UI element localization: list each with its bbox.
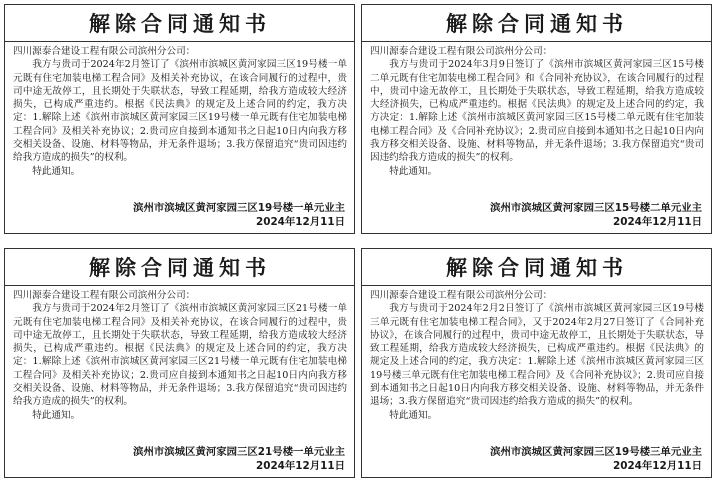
notice-addressee: 四川源泰合建设工程有限公司滨州分公司： (13, 46, 196, 57)
notice-signer: 滨州市滨城区黄河家园三区15号楼二单元业主 (490, 202, 702, 214)
notice-body: 我方与贵司于2024年2月签订了《滨州市滨城区黄河家园三区19号楼一单元既有住宅加装电梯工程合同》及相关补充协议，在该合同履行的过程中，贵司中途无故停工，且长期处于失联状态，导致工程延期，给我方造成较大经济损失，已构成严重违约。根据《民法典》的规定及上述合同的约定，我方决定：1.解除上述《滨州市滨城区黄河家园三区19号楼一单元既有住宅加装电梯工程合同》及相关补充协议；2.贵司应自接到本通知书之日起10日内向我方移交相关设备、设施、材料等物品，并无条件退场；3.我方保留追究“贵司因违约给我方造成的损失”的权利。 (13, 59, 347, 164)
title-divider (362, 285, 711, 286)
notice-title: 解除合同通知书 (89, 256, 271, 280)
notice-addressee: 四川源泰合建设工程有限公司滨州分公司： (370, 290, 553, 301)
title-divider (5, 285, 354, 286)
notice-signer: 滨州市滨城区黄河家园三区19号楼三单元业主 (490, 446, 702, 458)
notice-date: 2024年12月11日 (255, 460, 345, 472)
notice-closing: 特此通知。 (32, 165, 81, 177)
notice-title: 解除合同通知书 (89, 12, 271, 36)
notice-21-unit-1 (4, 248, 355, 478)
signature-block (370, 445, 704, 473)
notice-closing: 特此通知。 (389, 409, 438, 421)
notice-body: 我方与贵司于2024年2月2日签订了《滨州市滨城区黄河家园三区19号楼三单元既有住宅加装电梯工程合同》，又于2024年2月27日签订了《合同补充协议》，在该合同履行的过程中，贵司中途无故停工，且长期处于失联状态，导致工程延期，给我方造成较大经济损失，已构成严重违约。根据《民法典》的规定及上述合同的约定，我方决定：1.解除上述《滨州市滨城区黄河家园三区19号楼三单元既有住宅加装电梯工程合同》及《合同补充协议》；2.贵司应自接到本通知书之日起10日内向我方移交相关设备、设施、材料等物品，并无条件退场；3.我方保留追究“贵司因违约给我方造成的损失”的权利。 (370, 303, 704, 408)
notice-date: 2024年12月11日 (612, 216, 702, 228)
notice-signer: 滨州市滨城区黄河家园三区19号楼一单元业主 (133, 202, 345, 214)
notice-title: 解除合同通知书 (446, 12, 628, 36)
notice-date: 2024年12月11日 (255, 216, 345, 228)
signature-block (13, 201, 347, 229)
notice-addressee: 四川源泰合建设工程有限公司滨州分公司： (370, 46, 553, 57)
signature-block (13, 445, 347, 473)
signature-block (370, 201, 704, 229)
notice-body: 我方与贵司于2024年2月签订了《滨州市滨城区黄河家园三区21号楼一单元既有住宅加装电梯工程合同》及相关补充协议，在该合同履行的过程中，贵司中途无故停工，且长期处于失联状态，导致工程延期，给我方造成较大经济损失，已构成严重违约。根据《民法典》的规定及上述合同的约定，我方决定：1.解除上述《滨州市滨城区黄河家园三区21号楼一单元既有住宅加装电梯工程合同》及相关补充协议；2.贵司应自接到本通知书之日起10日内向我方移交相关设备、设施、材料等物品，并无条件退场；3.我方保留追究“贵司因违约给我方造成的损失”的权利。 (13, 303, 347, 408)
notice-date: 2024年12月11日 (612, 460, 702, 472)
notice-title: 解除合同通知书 (446, 256, 628, 280)
notice-19-unit-1 (4, 4, 355, 234)
notice-19-unit-3 (361, 248, 712, 478)
notice-15-unit-2 (361, 4, 712, 234)
notice-closing: 特此通知。 (32, 409, 81, 421)
notice-signer: 滨州市滨城区黄河家园三区21号楼一单元业主 (133, 446, 345, 458)
title-divider (5, 41, 354, 42)
title-divider (362, 41, 711, 42)
notice-closing: 特此通知。 (389, 165, 438, 177)
notice-body: 我方与贵司于2024年3月9日签订了《滨州市滨城区黄河家园三区15号楼二单元既有住宅加装电梯工程合同》和《合同补充协议》，在该合同履行的过程中，贵司中途无故停工，且长期处于失联状态，导致工程延期，给我方造成较大经济损失，已构成严重违约。根据《民法典》的规定及上述合同的约定，我方决定：1.解除上述《滨州市滨城区黄河家园三区15号楼二单元既有住宅加装电梯工程合同》及《合同补充协议》；2.贵司应自接到本通知书之日起10日内向我方移交相关设备、设施、材料等物品，并无条件退场；3.我方保留追究“贵司因违约给我方造成的损失”的权利。 (370, 59, 704, 164)
notice-addressee: 四川源泰合建设工程有限公司滨州分公司： (13, 290, 196, 301)
